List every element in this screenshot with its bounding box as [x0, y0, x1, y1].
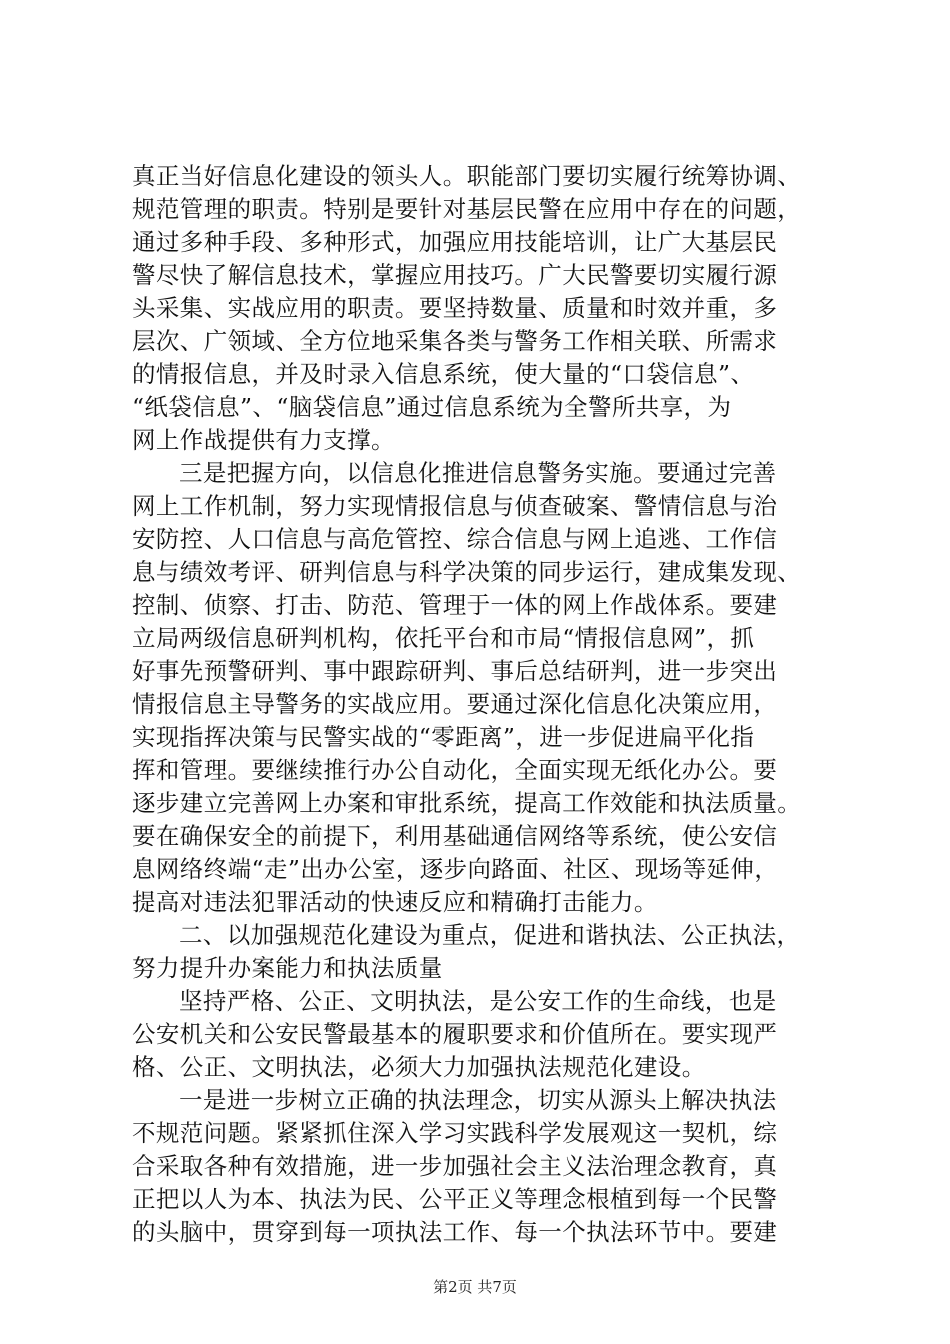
text-line: 立局两级信息研判机构，依托平台和市局“情报信息网”，抓: [132, 624, 755, 652]
text-line: 提高对违法犯罪活动的快速反应和精确打击能力。: [132, 888, 658, 916]
text-line: 实现指挥决策与民警实战的“零距离”，进一步促进扁平化指: [132, 723, 755, 751]
text-line: 息与绩效考评、研判信息与科学决策的同步运行，建成集发现、: [132, 558, 802, 586]
paragraph-start-line: 一是进一步树立正确的执法理念，切实从源头上解决执法: [179, 1086, 777, 1114]
text-line: 好事先预警研判、事中跟踪研判、事后总结研判，进一步突出: [132, 657, 778, 685]
text-line: 层次、广领域、全方位地采集各类与警务工作相关联、所需求: [132, 327, 778, 355]
text-line: 正把以人为本、执法为民、公平正义等理念根植到每一个民警: [132, 1185, 778, 1213]
text-line: 通过多种手段、多种形式，加强应用技能培训，让广大基层民: [132, 228, 778, 256]
text-line: 安防控、人口信息与高危管控、综合信息与网上追逃、工作信: [132, 525, 778, 553]
text-line: 网上工作机制，努力实现情报信息与侦查破案、警情信息与治: [132, 492, 778, 520]
text-line: 头采集、实战应用的职责。要坚持数量、质量和时效并重，多: [132, 294, 778, 322]
paragraph-start-line: 二、以加强规范化建设为重点，促进和谐执法、公正执法，: [179, 921, 801, 949]
paragraph-start-line: 三是把握方向，以信息化推进信息警务实施。要通过完善: [179, 459, 777, 487]
body-text: [132, 160, 832, 1249]
text-line: “纸袋信息”、“脑袋信息”通过信息系统为全警所共享，为: [132, 393, 732, 421]
text-line: 的情报信息，并及时录入信息系统，使大量的“口袋信息”、: [132, 360, 755, 388]
text-line: 要在确保安全的前提下，利用基础通信网络等系统，使公安信: [132, 822, 778, 850]
text-line: 公安机关和公安民警最基本的履职要求和价值所在。要实现严: [132, 1020, 778, 1048]
paragraph-start-line: 坚持严格、公正、文明执法，是公安工作的生命线，也是: [179, 987, 777, 1015]
text-line: 合采取各种有效措施，进一步加强社会主义法治理念教育，真: [132, 1152, 778, 1180]
text-line: 控制、侦察、打击、防范、管理于一体的网上作战体系。要建: [132, 591, 778, 619]
page-footer: 第2页 共7页: [433, 1278, 517, 1296]
text-line: 息网络终端“走”出办公室，逐步向路面、社区、现场等延伸，: [132, 855, 779, 883]
text-line: 情报信息主导警务的实战应用。要通过深化信息化决策应用，: [132, 690, 778, 718]
text-line: 格、公正、文明执法，必须大力加强执法规范化建设。: [132, 1053, 706, 1081]
text-line: 真正当好信息化建设的领头人。职能部门要切实履行统筹协调、: [132, 162, 802, 190]
text-line: 规范管理的职责。特别是要针对基层民警在应用中存在的问题，: [132, 195, 802, 223]
text-line: 的头脑中，贯穿到每一项执法工作、每一个执法环节中。要建: [132, 1218, 778, 1246]
text-line: 警尽快了解信息技术，掌握应用技巧。广大民警要切实履行源: [132, 261, 778, 289]
text-line: 不规范问题。紧紧抓住深入学习实践科学发展观这一契机，综: [132, 1119, 778, 1147]
text-line: 网上作战提供有力支撑。: [132, 426, 395, 454]
text-line: 逐步建立完善网上办案和审批系统，提高工作效能和执法质量。: [132, 789, 802, 817]
text-line: 努力提升办案能力和执法质量: [132, 954, 443, 982]
text-line: 挥和管理。要继续推行办公自动化，全面实现无纸化办公。要: [132, 756, 778, 784]
